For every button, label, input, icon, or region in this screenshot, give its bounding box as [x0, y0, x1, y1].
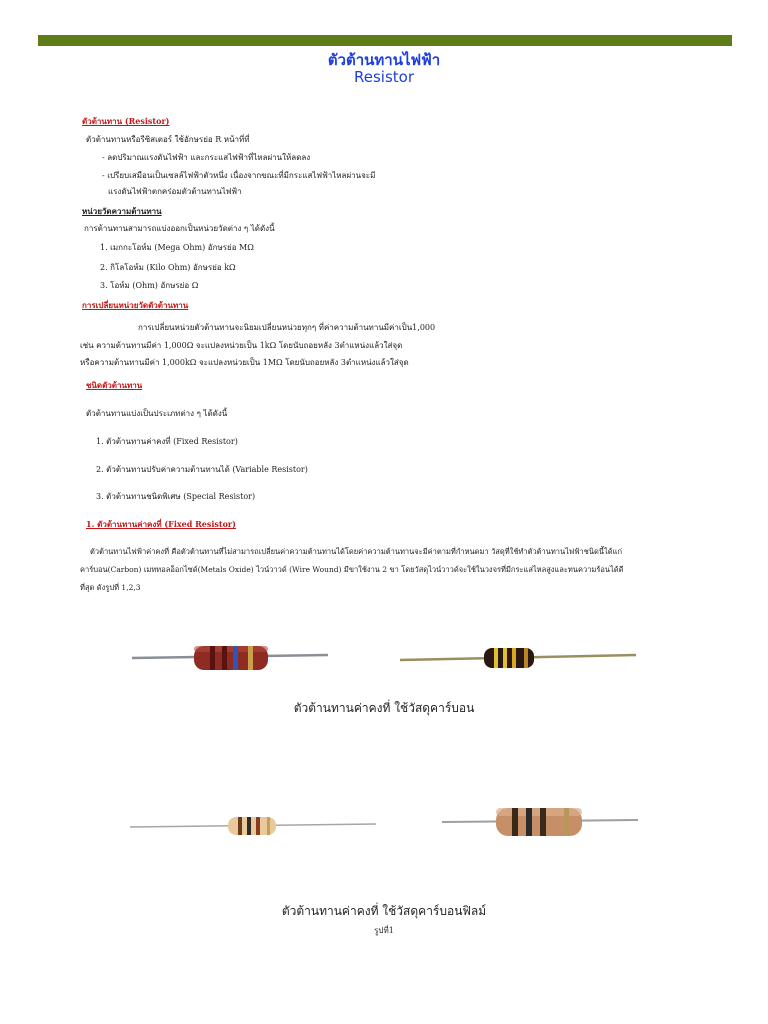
- unit-item: 2. กิโลโอห์ม (Kilo Ohm) อักษรย่อ kΩ: [100, 263, 236, 272]
- type-item: 1. ตัวต้านทานค่าคงที่ (Fixed Resistor): [96, 437, 238, 446]
- conversion-line: เช่น ความต้านทานมีค่า 1,000Ω จะแปลงหน่วยเป็น 1kΩ โดยนับถอยหลัง 3ตำแหน่งแล้วใส่จุด: [80, 341, 403, 350]
- carbon-resistor-image-1: [130, 636, 330, 680]
- unit-item: 3. โอห์ม (Ohm) อักษรย่อ Ω: [100, 281, 199, 290]
- types-intro: ตัวต้านทานแบ่งเป็นประเภทต่าง ๆ ได้ดังนี้: [86, 409, 228, 418]
- type-item: 3. ตัวต้านทานชนิดพิเศษ (Special Resistor): [96, 492, 256, 501]
- page-title-english: Resistor: [354, 68, 414, 86]
- section-heading-resistor: ตัวต้านทาน (Resistor): [82, 116, 170, 126]
- figure-caption-carbon: ตัวต้านทานค่าคงที่ ใช้วัสดุคาร์บอน: [293, 701, 475, 715]
- unit-item: 1. เมกกะโอห์ม (Mega Ohm) อักษรย่อ MΩ: [100, 243, 254, 252]
- fixed-paragraph-line: คาร์บอน(Carbon) เมททอลอ็อกไซด์(Metals Oxide) ไวน์วาวด์ (Wire Wound) มีขาใช้งาน 2 ขา โดยวัสดุไวน์วาวด์จะใช้ในวงจรที่มีกระแสไหลสูงและทนความร้อนได้ดี: [80, 565, 624, 574]
- page-title-thai: ตัวต้านทานไฟฟ้า: [327, 51, 441, 69]
- figure-caption-carbon-film: ตัวต้านทานค่าคงที่ ใช้วัสดุคาร์บอนฟิลม์: [281, 904, 487, 918]
- section-heading-fixed: 1. ตัวต้านทานค่าคงที่ (Fixed Resistor): [86, 519, 236, 529]
- intro-bullet: - เปรียบเสมือนเป็นเซลล์ไฟฟ้าตัวหนึ่ง เนื่องจากขณะที่มีกระแสไฟฟ้าไหลผ่านจะมี: [102, 171, 376, 180]
- conversion-line: หรือความต้านทานมีค่า 1,000kΩ จะแปลงหน่วยเป็น 1MΩ โดยนับถอยหลัง 3ตำแหน่งแล้วใส่จุด: [80, 358, 409, 367]
- intro-bullet: - ลดปริมาณแรงดันไฟฟ้า และกระแสไฟฟ้าที่ไหลผ่านให้ลดลง: [102, 153, 311, 162]
- top-banner-bar: [38, 35, 732, 46]
- section-heading-conversion: การเปลี่ยนหน่วยวัดตัวต้านทาน: [82, 300, 189, 310]
- figure-number-label: รูปที่1: [374, 926, 394, 935]
- intro-bullet-continued: แรงดันไฟฟ้าตกคร่อมตัวต้านทานไฟฟ้า: [108, 187, 242, 196]
- units-intro: การต้านทานสามารถแบ่งออกเป็นหน่วยวัดต่าง ๆ ได้ดังนี้: [84, 224, 275, 233]
- section-heading-types: ชนิดตัวต้านทาน: [86, 380, 143, 390]
- fixed-paragraph-line: ที่สุด ดังรูปที่ 1,2,3: [80, 583, 141, 592]
- carbon-resistor-image-2: [398, 644, 638, 674]
- conversion-line: การเปลี่ยนหน่วยตัวต้านทานจะนิยมเปลี่ยนหน่วยทุกๆ ที่ค่าความต้านทานมีค่าเป็น1,000: [138, 323, 436, 332]
- fixed-paragraph-line: ตัวต้านทานไฟฟ้าค่าคงที่ คือตัวต้านทานที่ไม่สามารถเปลี่ยนค่าความต้านทานได้โดยค่าความต้านทานจะมีค่าตามที่กำหนดมา วัสดุที่ใช้ทำตัวต้านทานไฟฟ้าชนิดนี้ได้แก่: [90, 547, 622, 556]
- intro-line: ตัวต้านทานหรือรีซิสเตอร์ ใช้อักษรย่อ R หน้าที่ที่: [86, 135, 250, 144]
- type-item: 2. ตัวต้านทานปรับค่าความต้านทานได้ (Variable Resistor): [96, 465, 308, 474]
- carbon-film-resistor-image-1: [128, 812, 378, 840]
- section-heading-units: หน่วยวัดความต้านทาน: [82, 206, 162, 216]
- carbon-film-resistor-image-2: [440, 800, 640, 844]
